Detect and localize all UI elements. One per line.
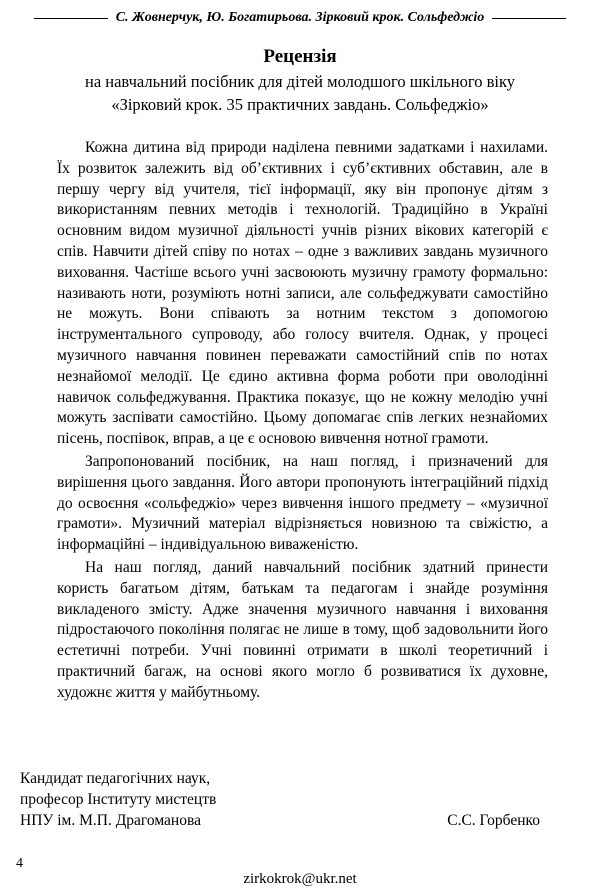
header-rule-right [492,18,566,19]
running-header [34,10,566,26]
signature-institution: НПУ ім. М.П. Драгоманова [20,812,201,829]
running-title: С. Жовнерчук, Ю. Богатирьова. Зірковий крок. Сольфеджіо [115,10,485,25]
page-number: 4 [16,856,23,871]
paragraph-3: На наш погляд, даний навчальний посібник здатний принести користь багатьом дітям, батькам та педагогам і знайде розуміння викладеного змісту. Адже значення музичного навчання і виховання підростаючого покоління полягає не лише в тому, щоб задовольнити його естетичні потреби. Учні повинні отримати в школі теоретичний і практичний багаж, на основі якого могло б розвиватися їх духовне, художнє життя у майбутньому. [57,558,548,701]
footer-email: zirkokrok@ukr.net [243,871,357,887]
signature-position: професор Інституту мистецтв [20,791,217,808]
paragraph-2: Запропонований посібник, на наш погляд, і призначений для вирішення цього завдання. Його автори пропонують інтеграційний підхід до освоєння «сольфеджіо» через вивчення іншого предмету – «музичної грамоти». Музичний матеріал відрізняється новизною та свіжістю, а інформаційні – індивідуальною виваженістю. [57,452,548,554]
signature-block [20,768,540,831]
subtitle-line-1: на навчальний посібник для дітей молодшого шкільного віку [85,72,515,91]
signature-name: С.С. Горбенко [447,812,540,829]
review-title: Рецензія [263,46,337,67]
paragraph-1: Кожна дитина від природи наділена певними задатками і нахилами. Їх розвиток залежить від об’єктивних і суб’єктивних обставин, але в першу чергу від учителя, тієї інформації, яку він пропонує дітям з використанням певних методів і технологій. Традиційно в Україні основним видом музичної діяльності учнів різних вікових категорій є спів. Навчити дітей співу по нотах – одне з важливих завдань музичного виховання. Частіше всього учні засвоюють музичну грамоту формально: називають ноти, розуміють нотні записи, але сольфеджувати самостійно не можуть. Вони співають за нотним текстом з допомогою інструментального супроводу, або голосу вчителя. Однак, у процесі музичного навчання повинен переважати самостійний спів по нотах незнайомої мелодії. Це єдино активна форма роботи при оволодінні навичок сольфеджування. Практика показує, що не кожну мелодію учні можуть заспівати самостійно. Цьому допомагає спів легких незнайомих пісень, поспівок, вправ, а це є основою вивчення нотної грамоти. [57,139,548,448]
review-body [57,138,548,706]
review-subtitle [40,70,560,116]
subtitle-line-2: «Зірковий крок. 35 практичних завдань. Сольфеджіо» [111,95,489,114]
signature-degree: Кандидат педагогічних наук, [20,770,211,787]
header-rule-left [34,18,108,19]
signature-affiliation-row [20,810,540,831]
